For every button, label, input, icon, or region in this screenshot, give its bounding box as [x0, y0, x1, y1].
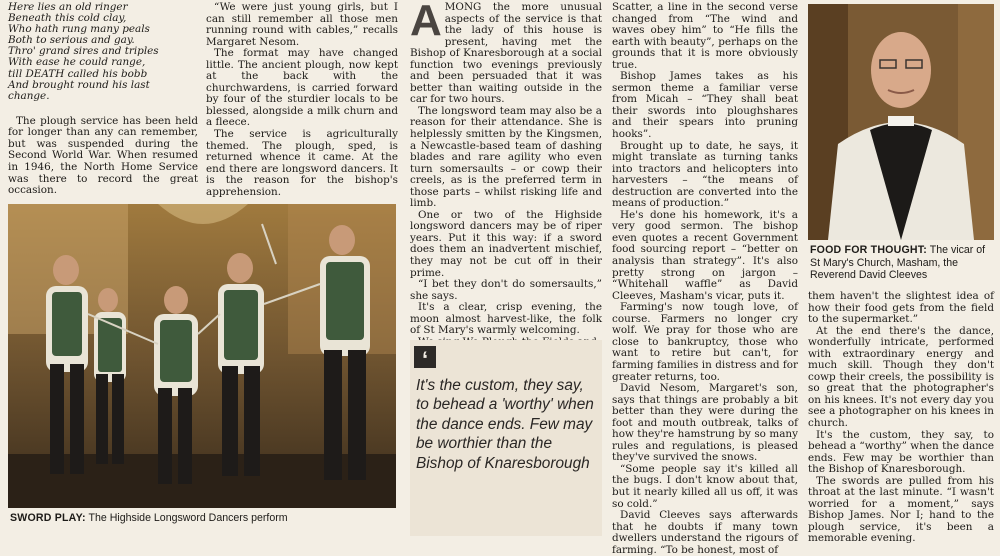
- article-paragraph: “Some people say it's killed all the bugs. I don't know about that, but it nearly killed all us off, it was so cold.”: [612, 462, 798, 510]
- article-paragraph: The service is agriculturally themed. The plough, sped, is returned whence it came. At the end there are longsword dancers. It is the reason for the bishop's apprehension.: [206, 128, 398, 198]
- column-4: [612, 2, 798, 556]
- verse-line: Beneath this cold clay,: [8, 12, 127, 25]
- article-paragraph: He's done his homework, it's a very good sermon. The bishop even quotes a recent Government food sourcing report – “better on analysis than strategy”. It's also pretty strong on jargon – “Whitehall waffle” as David Cleeves, Masham's vicar, puts it.: [612, 208, 798, 302]
- vicar-photo: [808, 4, 994, 240]
- article-paragraph: It's a clear, crisp evening, the moon almost harvest-like, the folk of St Mary's warmly welcoming.: [410, 301, 602, 337]
- sword-play-caption: [10, 512, 400, 525]
- drop-cap: A: [410, 0, 442, 45]
- article-paragraph: Bishop James takes as his sermon theme a familiar verse from Micah – “They shall beat their swords into ploughshares and their spears into pruning hooks”.: [612, 70, 798, 141]
- pull-quote-box: [410, 340, 602, 536]
- verse-line: change.: [8, 89, 50, 102]
- column-5: [808, 291, 994, 545]
- verse-line: With ease he could range,: [8, 56, 146, 69]
- quote-mark-icon: ‘: [414, 346, 436, 368]
- article-lead: [410, 2, 602, 106]
- pull-quote-text: It's the custom, they say, to behead a 'worthy' when the dance ends. Few may be worthier than the Bishop of Knaresborough: [416, 377, 594, 472]
- article-paragraph: The format may have changed little. The ancient plough, now kept at the back with the churchwardens, is carried forward by four of the sturdier locals to be blessed, alongside a milk churn and a fleece.: [206, 47, 398, 129]
- lead-text: MONG the more unusual aspects of the service is that the lady of this house is present, having met the Bishop of Knaresborough at a social function two evenings previously and been persuaded that it was better than waiting outside in the car for two hours.: [410, 1, 602, 106]
- article-paragraph: The swords are pulled from his throat at the last minute. “I wasn't worried for a moment,” says Bishop James. Nor I; hand to the plough service, it's been a memorable evening.: [808, 474, 994, 545]
- article-paragraph: It's the custom, they say, to behead a “worthy” when the dance ends. Few may be worthier than the Bishop of Knaresborough.: [808, 428, 994, 476]
- sword-dancers-illustration: [8, 204, 396, 508]
- ringer-verse: [8, 2, 198, 102]
- food-for-thought-caption: [810, 244, 996, 282]
- verse-line: Who hath rung many peals: [8, 23, 150, 36]
- verse-line: Thro' grand sires and triples: [8, 45, 159, 58]
- caption-label: FOOD FOR THOUGHT:: [810, 244, 927, 256]
- verse-line: And brought round his last: [8, 78, 150, 91]
- caption-text: The vicar of St Mary's Church, Masham, the Reverend David Cleeves: [810, 244, 986, 282]
- article-paragraph: Farming's now tough love, of course. Farmers no longer cry wolf. We pray for those who are close to bankruptcy, those who want to retire but can't, for farming families in distress and for greater returns, too.: [612, 301, 798, 383]
- article-paragraph: At the end there's the dance, wonderfully intricate, performed with extraordinary energy and much skill. Though they don't cowp their creels, the possibility is so great that the photographer's on his knees. It's not every day you see a photographer on his knees in church.: [808, 324, 994, 430]
- article-paragraph: One or two of the Highside longsword dancers may be of riper years. Put it this way: if a sword does them an inadvertent mischief, they may not be cut off in their prime.: [410, 208, 602, 279]
- column-3: [410, 2, 602, 348]
- article-paragraph: “I bet they don't do somersaults,” she says.: [410, 278, 602, 302]
- vicar-portrait-illustration: [808, 4, 994, 240]
- article-paragraph: The plough service has been held for longer than any can remember, but was suspended during the Second World War. When resumed in 1946, the North Home Service was there to record the great occasion.: [8, 114, 198, 197]
- verse-line: Here lies an old ringer: [8, 1, 128, 13]
- verse-line: till DEATH called his bobb: [8, 67, 148, 80]
- article-paragraph: “We were just young girls, but I can still remember all those men running round with cables,” recalls Margaret Nesom.: [206, 1, 398, 48]
- article-paragraph: them haven't the slightest idea of how their food gets from the field to the supermarket.”: [808, 290, 994, 326]
- article-paragraph: David Nesom, Margaret's son, says that things are probably a bit better than they were during the foot and mouth outbreak, talks of how they're hamstrung by so many rules and regulations, is pleased they've survived the snows.: [612, 382, 798, 464]
- sword-dancers-photo: [8, 204, 396, 508]
- article-paragraph: Brought up to date, he says, it might translate as turning tanks into tractors and helicopters into harvesters – “the means of destruction are converted into the means of production.”: [612, 139, 798, 210]
- caption-label: SWORD PLAY:: [10, 512, 86, 524]
- verse-line: Both to serious and gay.: [8, 34, 135, 47]
- article-paragraph: The longsword team may also be a reason for their attendance. She is helplessly smitten by the Kingsmen, a Newcastle-based team of dashing blades and rare agility who even turn somersaults – or cowp their creels, as is the preferred term in those parts – whilst risking life and limb.: [410, 104, 602, 210]
- caption-text: The Highside Longsword Dancers perform: [88, 512, 288, 524]
- article-paragraph: Scatter, a line in the second verse changed from “The wind and waves obey him” to “He fills the earth with beauty”, perhaps on the grounds that it is more obviously true.: [612, 1, 798, 71]
- column-1: [8, 2, 198, 197]
- column-2: [206, 2, 398, 198]
- article-paragraph: David Cleeves says afterwards that he doubts if many town dwellers understand the rigours of farming. “To be honest, most of: [612, 509, 798, 556]
